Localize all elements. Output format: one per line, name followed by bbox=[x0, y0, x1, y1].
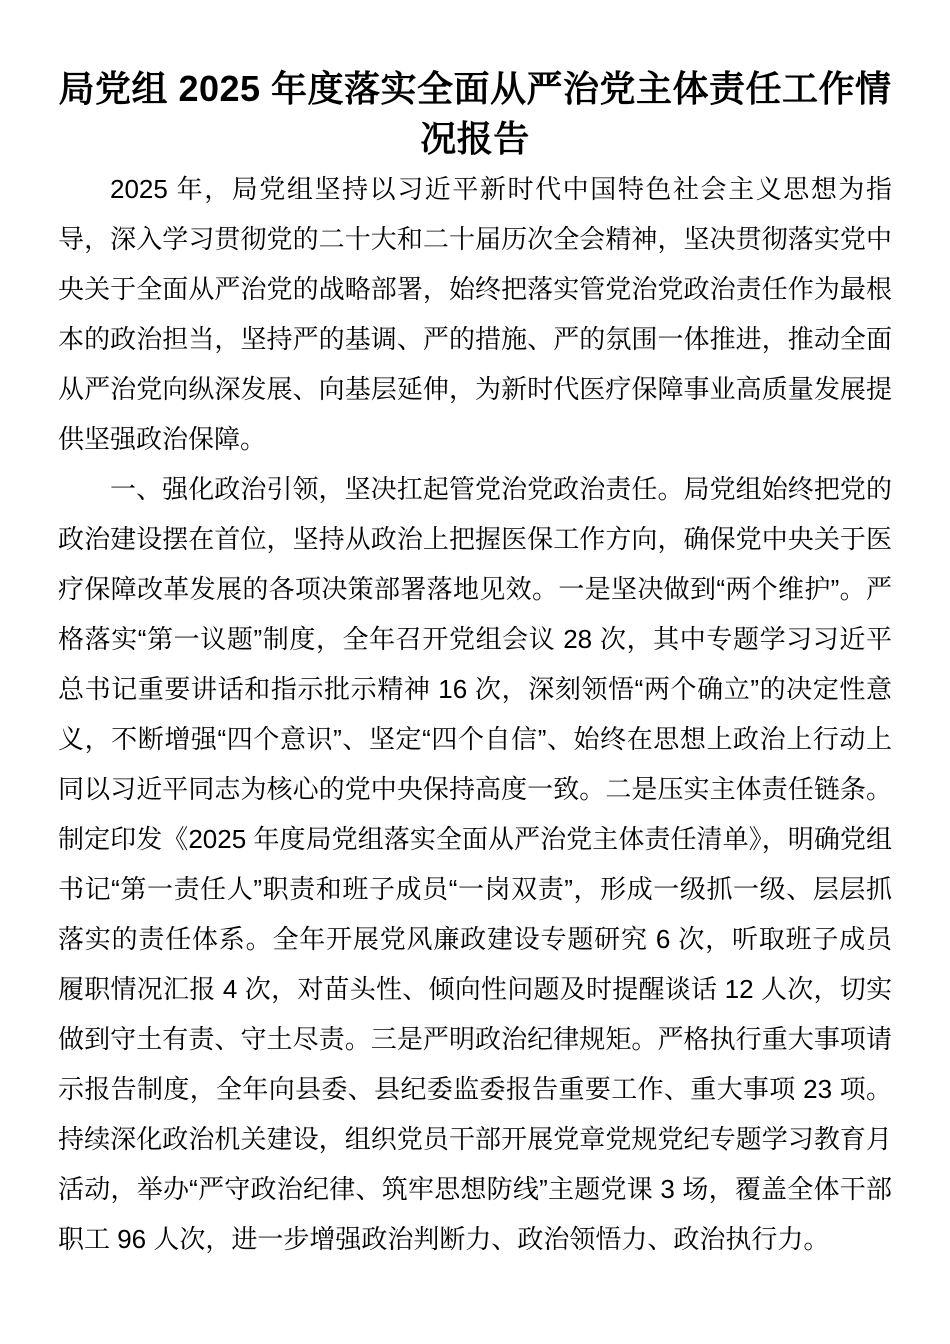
paragraph-intro: 2025 年，局党组坚持以习近平新时代中国特色社会主义思想为指导，深入学习贯彻党的二十大和二十届历次全会精神，坚决贯彻落实党中央关于全面从严治党的战略部署，始终把落实管党治党政治责任作为最根本的政治担当，坚持严的基调、严的措施、严的氛围一体推进，推动全面从严治党向纵深发展、向基层延伸，为新时代医疗保障事业高质量发展提供坚强政治保障。 bbox=[58, 174, 892, 454]
paragraph-section-1: 一、强化政治引领，坚决扛起管党治党政治责任。局党组始终把党的政治建设摆在首位，坚持从政治上把握医保工作方向，确保党中央关于医疗保障改革发展的各项决策部署落地见效。一是坚决做到“两个维护”。严格落实“第一议题”制度，全年召开党组会议 28 次，其中专题学习习近平总书记重要讲话和指示批示精神 16 次，深刻领悟“两个确立”的决定性意义，不断增强“四个意识”、坚定“四个自信”、始终在思想上政治上行动上同以习近平同志为核心的党中央保持高度一致。二是压实主体责任链条。制定印发《2025 年度局党组落实全面从严治党主体责任清单》，明确党组书记“第一责任人”职责和班子成员“一岗双责”，形成一级抓一级、层层抓落实的责任体系。全年开展党风廉政建设专题研究 6 次，听取班子成员履职情况汇报 4 次，对苗头性、倾向性问题及时提醒谈话 12 人次，切实做到守土有责、守土尽责。三是严明政治纪律规矩。严格执行重大事项请示报告制度，全年向县委、县纪委监委报告重要工作、重大事项 23 项。持续深化政治机关建设，组织党员干部开展党章党规党纪专题学习教育月活动，举办“严守政治纪律、筑牢思想防线”主题党课 3 场，覆盖全体干部职工 96 人次，进一步增强政治判断力、政治领悟力、政治执行力。 bbox=[58, 474, 892, 1254]
document-body bbox=[58, 164, 892, 1264]
document-title: 局党组 2025 年度落实全面从严治党主体责任工作情况报告 bbox=[58, 68, 892, 159]
